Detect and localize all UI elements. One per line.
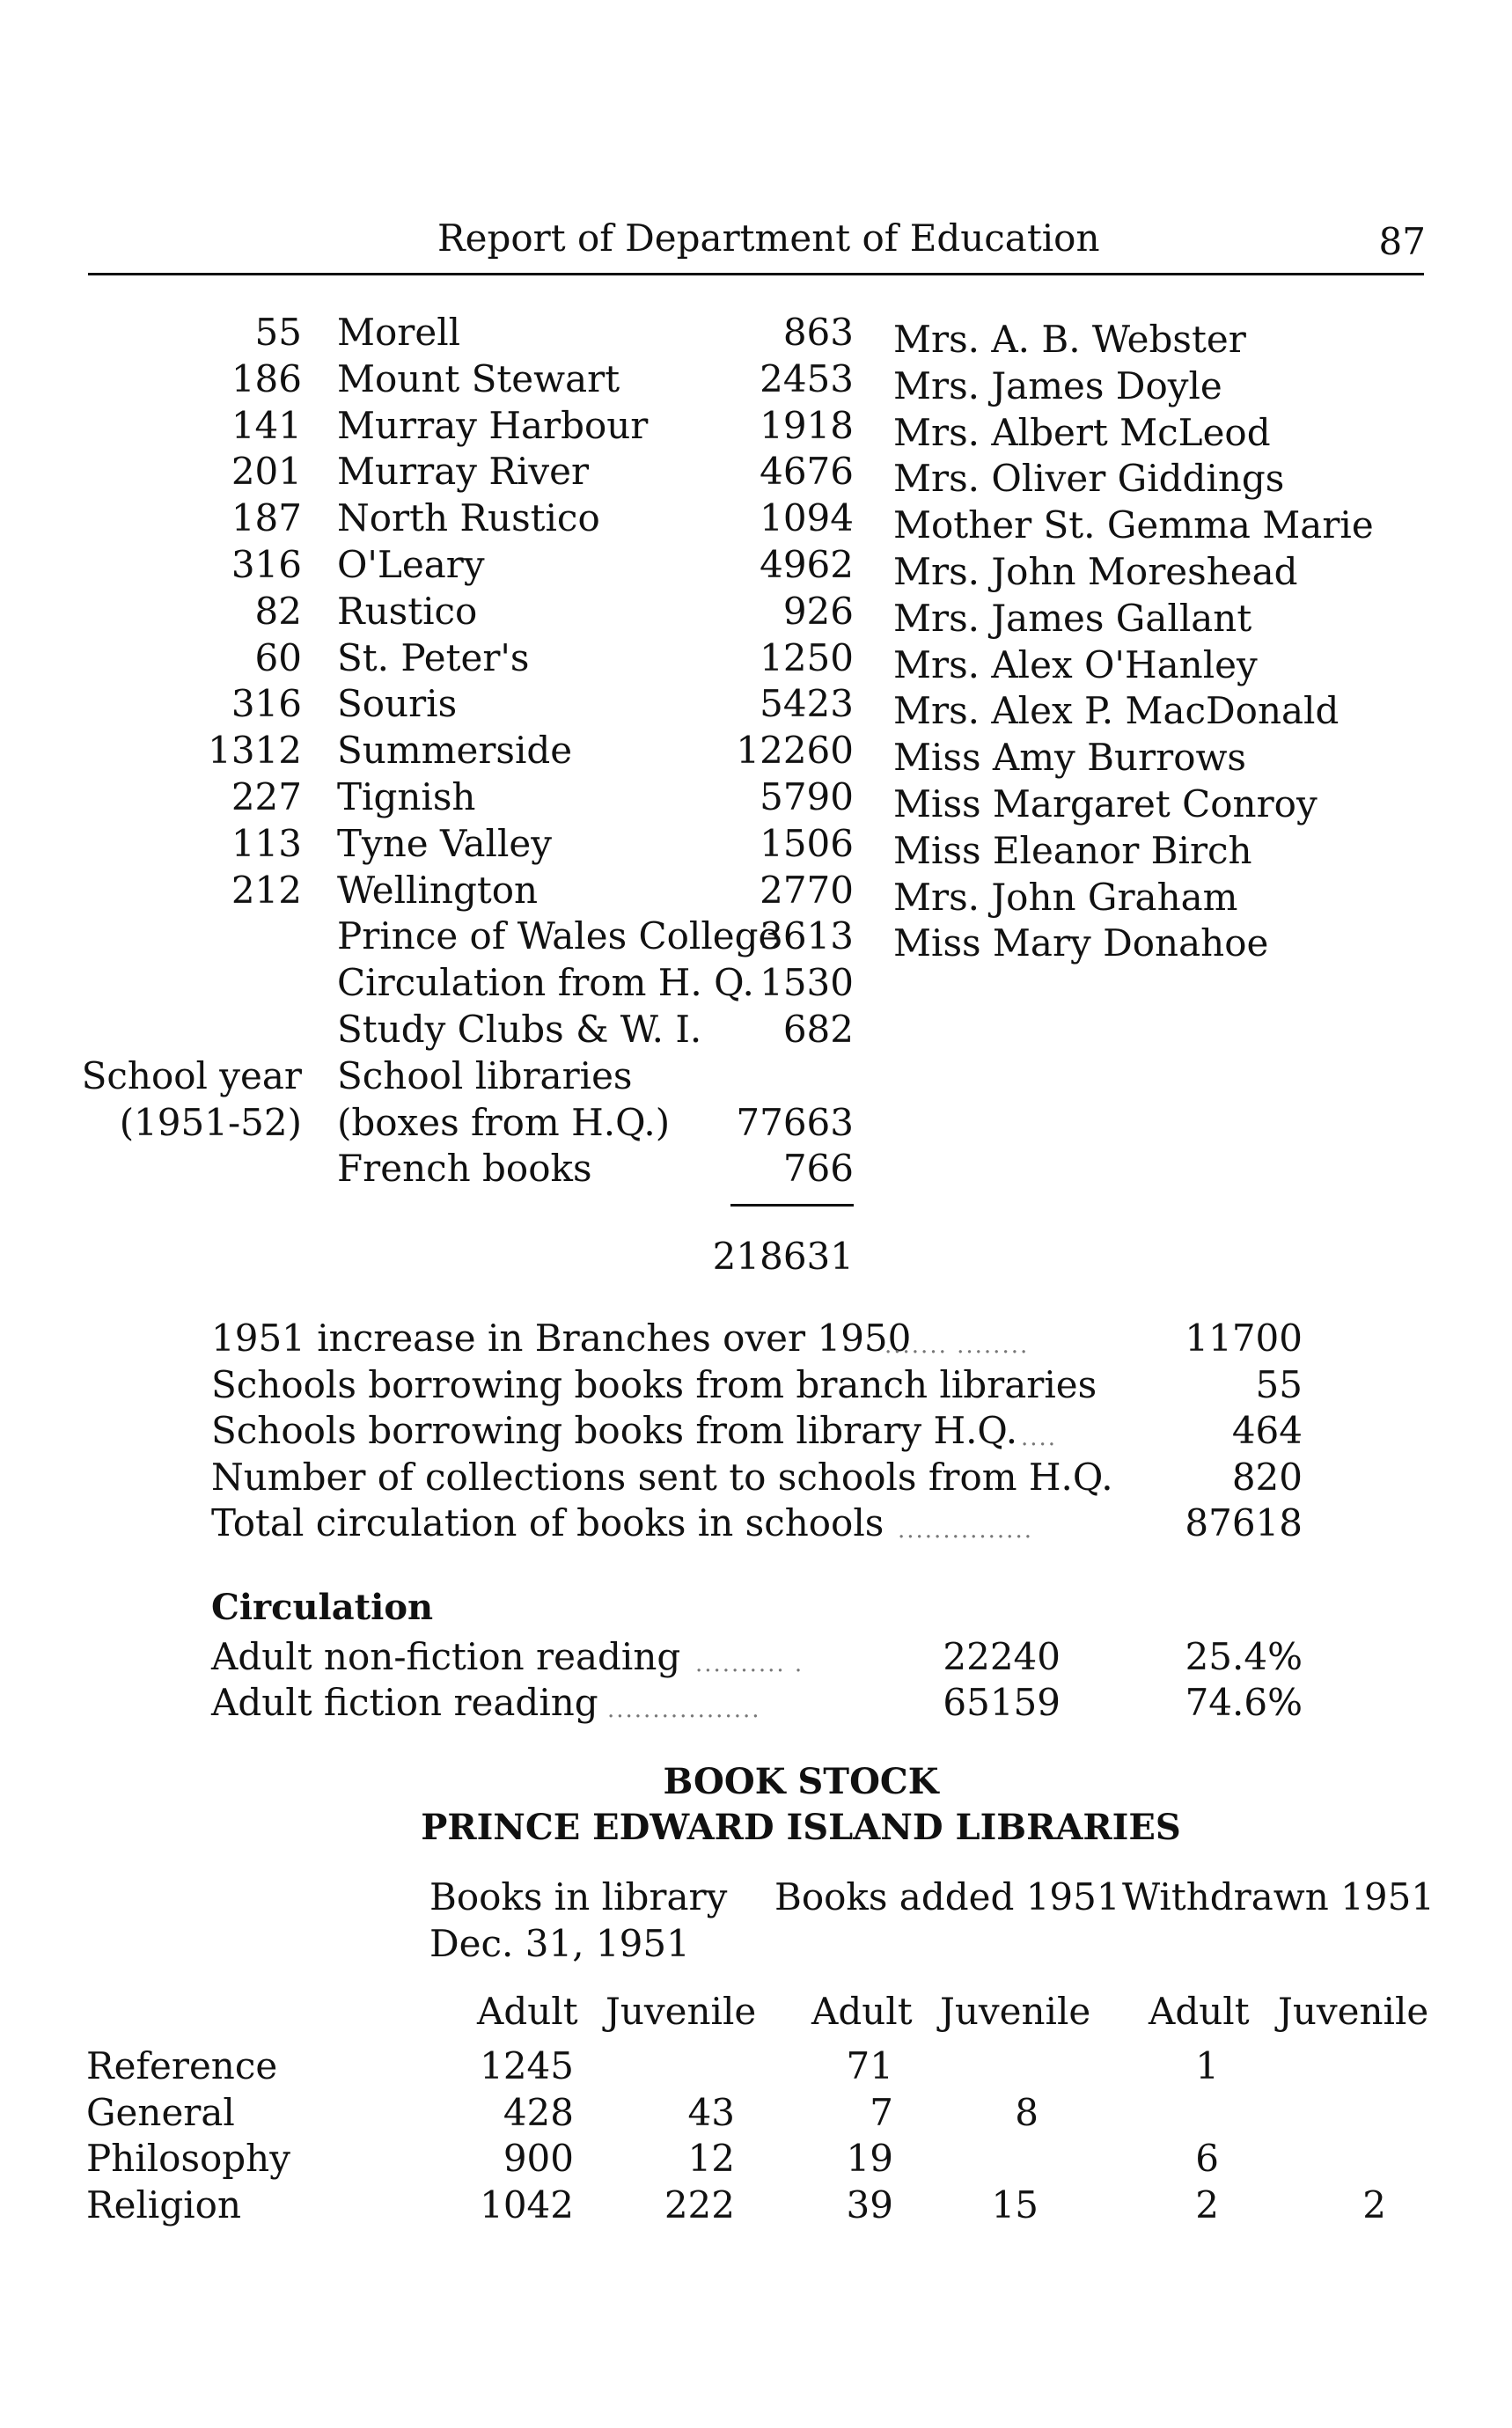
branch-name: Wellington bbox=[337, 869, 539, 912]
branch-name: Circulation from H. Q. bbox=[337, 961, 754, 1004]
branch-count: 82 bbox=[254, 590, 302, 633]
branch-librarian: Miss Mary Donahoe bbox=[893, 921, 1269, 965]
stock-value: 1042 bbox=[480, 2183, 574, 2226]
branch-name: Morell bbox=[337, 311, 461, 354]
branch-circulation: 766 bbox=[782, 1147, 854, 1190]
stock-value: 6 bbox=[1195, 2137, 1219, 2180]
branch-circulation: 1530 bbox=[760, 961, 854, 1004]
branch-count: 186 bbox=[231, 357, 302, 400]
stock-subheader: Adult bbox=[477, 1990, 578, 2033]
branch-name: Murray River bbox=[337, 450, 590, 493]
branch-circulation: 77663 bbox=[736, 1101, 854, 1144]
branch-name: Rustico bbox=[337, 590, 478, 633]
stock-category: Religion bbox=[86, 2183, 241, 2226]
stock-value: 900 bbox=[503, 2137, 574, 2180]
branch-name: O'Leary bbox=[337, 543, 485, 586]
stock-value: 71 bbox=[846, 2044, 893, 2087]
circulation-percent: 74.6% bbox=[1185, 1681, 1303, 1724]
stock-subheader: Adult bbox=[811, 1990, 913, 2033]
branch-circulation: 682 bbox=[782, 1008, 854, 1051]
branch-total-rule bbox=[730, 1204, 854, 1207]
branch-circulation: 5423 bbox=[760, 682, 854, 725]
circulation-heading: Circulation bbox=[211, 1587, 434, 1628]
stock-value: 2 bbox=[1195, 2183, 1219, 2226]
branch-librarian: Miss Eleanor Birch bbox=[893, 829, 1252, 872]
school-stat-value: 11700 bbox=[1185, 1317, 1303, 1360]
branch-count: 212 bbox=[231, 869, 302, 912]
branch-count: 55 bbox=[254, 311, 302, 354]
branch-circulation: 3613 bbox=[760, 914, 854, 957]
stock-category: Philosophy bbox=[86, 2137, 290, 2180]
book-stock-subtitle: PRINCE EDWARD ISLAND LIBRARIES bbox=[421, 1807, 1181, 1848]
group-header-in-library: Books in library bbox=[429, 1875, 728, 1918]
group-header-added: Books added 1951 bbox=[774, 1875, 1120, 1918]
branch-circulation: 1094 bbox=[760, 496, 854, 539]
stock-category: General bbox=[86, 2091, 235, 2134]
school-stat-value: 55 bbox=[1255, 1363, 1303, 1406]
branch-name: St. Peter's bbox=[337, 636, 530, 679]
school-stat-label: Total circulation of books in schools bbox=[211, 1501, 884, 1544]
branch-librarian: Mrs. John Graham bbox=[893, 876, 1238, 919]
branch-count: 113 bbox=[231, 822, 302, 865]
stock-value: 1 bbox=[1195, 2044, 1219, 2087]
school-stat-label: Schools borrowing books from branch libraries bbox=[211, 1363, 1097, 1406]
school-stat-label: Schools borrowing books from library H.Q. bbox=[211, 1409, 1018, 1452]
branch-name: Souris bbox=[337, 682, 458, 725]
branch-circulation: 1250 bbox=[760, 636, 854, 679]
stock-value: 8 bbox=[1015, 2091, 1039, 2134]
branch-count: 316 bbox=[231, 543, 302, 586]
branch-circulation: 4676 bbox=[760, 450, 854, 493]
page-number: 87 bbox=[1378, 220, 1426, 263]
branch-name: Study Clubs & W. I. bbox=[337, 1008, 702, 1051]
stock-category: Reference bbox=[86, 2044, 278, 2087]
branch-name: Tignish bbox=[337, 775, 476, 818]
branch-circulation: 4962 bbox=[760, 543, 854, 586]
branch-count: 60 bbox=[254, 636, 302, 679]
circulation-label: Adult fiction reading bbox=[211, 1681, 598, 1724]
school-stat-leader-dots: ............... bbox=[898, 1517, 1033, 1544]
stock-subheader: Juvenile bbox=[1278, 1990, 1429, 2033]
branch-total: 218631 bbox=[712, 1235, 854, 1278]
circulation-label: Adult non-fiction reading bbox=[211, 1635, 681, 1678]
branch-name: (boxes from H.Q.) bbox=[337, 1101, 671, 1144]
school-stat-leader-dots: .... bbox=[1021, 1425, 1058, 1451]
branch-circulation: 2770 bbox=[760, 869, 854, 912]
stock-value: 7 bbox=[870, 2091, 893, 2134]
branch-librarian: Mrs. A. B. Webster bbox=[893, 318, 1246, 361]
stock-value: 39 bbox=[846, 2183, 893, 2226]
branch-librarian: Mrs. Alex P. MacDonald bbox=[893, 689, 1340, 732]
stock-value: 43 bbox=[687, 2091, 735, 2134]
branch-count: 316 bbox=[231, 682, 302, 725]
stock-subheader: Juvenile bbox=[606, 1990, 757, 2033]
branch-circulation: 926 bbox=[782, 590, 854, 633]
branch-count: 141 bbox=[231, 404, 302, 447]
branch-circulation: 5790 bbox=[760, 775, 854, 818]
branch-name: Prince of Wales College bbox=[337, 914, 781, 957]
circulation-value: 22240 bbox=[943, 1635, 1061, 1678]
branch-name: Summerside bbox=[337, 729, 573, 772]
stock-value: 15 bbox=[991, 2183, 1039, 2226]
school-stat-label: 1951 increase in Branches over 1950 bbox=[211, 1317, 912, 1360]
branch-librarian: Miss Amy Burrows bbox=[893, 736, 1246, 779]
stock-value: 428 bbox=[503, 2091, 574, 2134]
header-rule bbox=[88, 273, 1424, 275]
circulation-value: 65159 bbox=[943, 1681, 1061, 1724]
school-stat-leader-dots: ....... ........ bbox=[884, 1332, 1030, 1359]
branch-count: School year bbox=[81, 1054, 302, 1097]
branch-name: French books bbox=[337, 1147, 592, 1190]
school-stat-label: Number of collections sent to schools from H.Q. bbox=[211, 1456, 1113, 1499]
branch-name: Murray Harbour bbox=[337, 404, 649, 447]
branch-librarian: Mrs. Alex O'Hanley bbox=[893, 643, 1258, 686]
page-header-title: Report of Department of Education bbox=[437, 216, 1100, 260]
group-header-withdrawn: Withdrawn 1951 bbox=[1122, 1875, 1435, 1918]
school-stat-value: 820 bbox=[1231, 1456, 1303, 1499]
branch-name: School libraries bbox=[337, 1054, 633, 1097]
branch-circulation: 1506 bbox=[760, 822, 854, 865]
branch-librarian: Mrs. Albert McLeod bbox=[893, 411, 1271, 454]
stock-value: 1245 bbox=[480, 2044, 574, 2087]
branch-count: 227 bbox=[231, 775, 302, 818]
school-stat-value: 87618 bbox=[1185, 1501, 1303, 1544]
branch-count: (1951-52) bbox=[119, 1101, 302, 1144]
stock-value: 2 bbox=[1362, 2183, 1386, 2226]
stock-subheader: Adult bbox=[1149, 1990, 1250, 2033]
branch-librarian: Mrs. Oliver Giddings bbox=[893, 457, 1285, 500]
stock-value: 222 bbox=[664, 2183, 735, 2226]
circulation-leader-dots: .......... . bbox=[695, 1651, 804, 1677]
branch-librarian: Mrs. James Doyle bbox=[893, 364, 1222, 407]
branch-count: 1312 bbox=[208, 729, 302, 772]
circulation-leader-dots: ................. bbox=[607, 1697, 761, 1723]
branch-librarian: Miss Margaret Conroy bbox=[893, 782, 1317, 825]
branch-count: 187 bbox=[231, 496, 302, 539]
school-stat-value: 464 bbox=[1231, 1409, 1303, 1452]
circulation-percent: 25.4% bbox=[1185, 1635, 1303, 1678]
stock-subheader: Juvenile bbox=[940, 1990, 1091, 2033]
branch-librarian: Mrs. John Moreshead bbox=[893, 550, 1298, 593]
book-stock-title: BOOK STOCK bbox=[663, 1761, 939, 1802]
branch-librarian: Mrs. James Gallant bbox=[893, 597, 1252, 640]
branch-circulation: 12260 bbox=[736, 729, 854, 772]
branch-name: North Rustico bbox=[337, 496, 600, 539]
group-subheader-date: Dec. 31, 1951 bbox=[429, 1922, 690, 1965]
branch-count: 201 bbox=[231, 450, 302, 493]
branch-circulation: 2453 bbox=[760, 357, 854, 400]
branch-circulation: 1918 bbox=[760, 404, 854, 447]
branch-circulation: 863 bbox=[782, 311, 854, 354]
stock-value: 19 bbox=[846, 2137, 893, 2180]
branch-name: Tyne Valley bbox=[337, 822, 552, 865]
stock-value: 12 bbox=[687, 2137, 735, 2180]
branch-name: Mount Stewart bbox=[337, 357, 620, 400]
branch-librarian: Mother St. Gemma Marie bbox=[893, 503, 1374, 546]
